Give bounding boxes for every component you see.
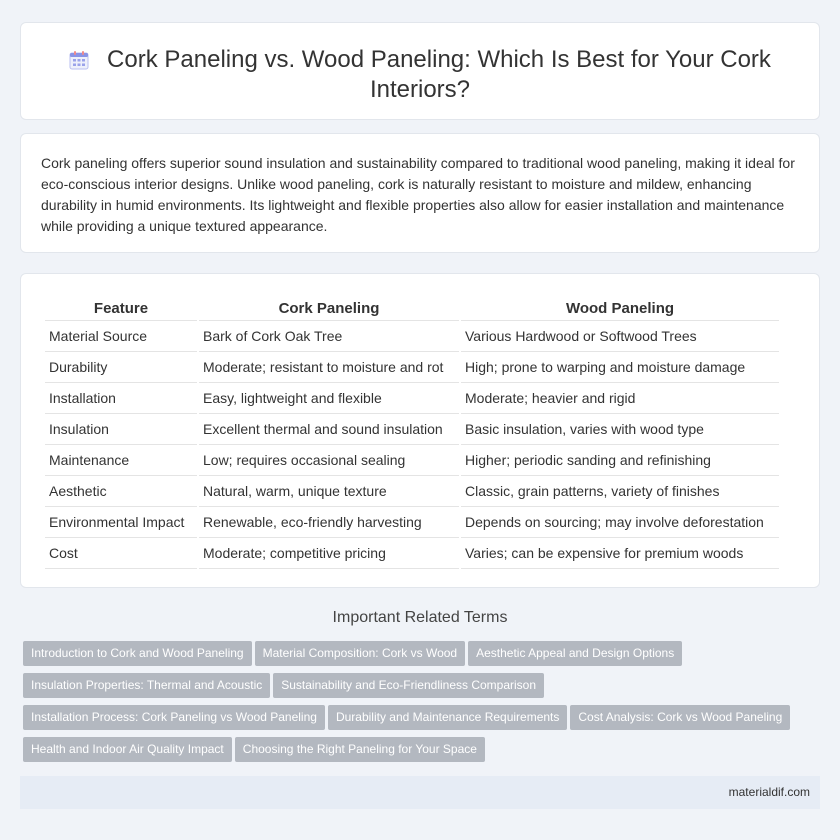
cork-cell: Moderate; competitive pricing bbox=[199, 538, 459, 569]
footer-site-link[interactable]: materialdif.com bbox=[728, 785, 810, 799]
feature-cell: Material Source bbox=[45, 321, 197, 352]
tag-row bbox=[23, 673, 813, 705]
comparison-table bbox=[43, 296, 781, 569]
table-row bbox=[45, 352, 779, 383]
feature-cell: Aesthetic bbox=[45, 476, 197, 507]
related-term-tag[interactable]: Sustainability and Eco-Friendliness Comparison bbox=[273, 673, 544, 698]
cork-cell: Easy, lightweight and flexible bbox=[199, 383, 459, 414]
wood-cell: Classic, grain patterns, variety of finishes bbox=[461, 476, 779, 507]
table-row bbox=[45, 445, 779, 476]
table-row bbox=[45, 321, 779, 352]
comparison-card bbox=[20, 273, 820, 588]
cork-cell: Excellent thermal and sound insulation bbox=[199, 414, 459, 445]
page-title-row bbox=[21, 45, 819, 105]
wood-cell: Basic insulation, varies with wood type bbox=[461, 414, 779, 445]
table-row bbox=[45, 383, 779, 414]
table-header-row bbox=[45, 296, 779, 321]
related-terms-title: Important Related Terms bbox=[332, 609, 508, 626]
related-term-tag[interactable]: Installation Process: Cork Paneling vs Wood Paneling bbox=[23, 705, 325, 730]
page-title: Cork Paneling vs. Wood Paneling: Which Is Best for Your Cork Interiors? bbox=[107, 46, 771, 103]
header-feature: Feature bbox=[45, 296, 197, 321]
wood-cell: Higher; periodic sanding and refinishing bbox=[461, 445, 779, 476]
feature-cell: Insulation bbox=[45, 414, 197, 445]
wood-cell: Various Hardwood or Softwood Trees bbox=[461, 321, 779, 352]
tag-row bbox=[23, 641, 813, 673]
footer bbox=[20, 776, 820, 809]
feature-cell: Durability bbox=[45, 352, 197, 383]
table-row bbox=[45, 538, 779, 569]
cork-cell: Renewable, eco-friendly harvesting bbox=[199, 507, 459, 538]
tag-row bbox=[23, 737, 813, 769]
cork-cell: Bark of Cork Oak Tree bbox=[199, 321, 459, 352]
header-cork: Cork Paneling bbox=[199, 296, 459, 321]
header-wood: Wood Paneling bbox=[461, 296, 779, 321]
table-row bbox=[45, 507, 779, 538]
related-terms-list bbox=[23, 641, 813, 769]
wood-cell: High; prone to warping and moisture damage bbox=[461, 352, 779, 383]
feature-cell: Environmental Impact bbox=[45, 507, 197, 538]
wood-cell: Moderate; heavier and rigid bbox=[461, 383, 779, 414]
cork-cell: Natural, warm, unique texture bbox=[199, 476, 459, 507]
related-term-tag[interactable]: Choosing the Right Paneling for Your Space bbox=[235, 737, 485, 762]
cork-cell: Low; requires occasional sealing bbox=[199, 445, 459, 476]
tag-row bbox=[23, 705, 813, 737]
intro-paragraph: Cork paneling offers superior sound insulation and sustainability compared to traditional wood paneling, making it ideal for eco-conscious interior designs. Unlike wood paneling, cork is naturally resistant to moisture and mildew, enhancing durability in humid environments. Its lightweight and flexible properties also allow for easier installation and maintenance while providing a unique textured appearance. bbox=[41, 155, 795, 234]
wood-cell: Varies; can be expensive for premium woods bbox=[461, 538, 779, 569]
intro-card bbox=[20, 133, 820, 253]
table-row bbox=[45, 414, 779, 445]
table-row bbox=[45, 476, 779, 507]
related-term-tag[interactable]: Insulation Properties: Thermal and Acoustic bbox=[23, 673, 270, 698]
feature-cell: Cost bbox=[45, 538, 197, 569]
related-term-tag[interactable]: Aesthetic Appeal and Design Options bbox=[468, 641, 682, 666]
feature-cell: Maintenance bbox=[45, 445, 197, 476]
related-term-tag[interactable]: Material Composition: Cork vs Wood bbox=[255, 641, 466, 666]
title-card bbox=[20, 22, 820, 120]
wood-cell: Depends on sourcing; may involve deforestation bbox=[461, 507, 779, 538]
calendar-icon bbox=[69, 48, 89, 68]
related-term-tag[interactable]: Durability and Maintenance Requirements bbox=[328, 705, 567, 730]
feature-cell: Installation bbox=[45, 383, 197, 414]
related-term-tag[interactable]: Introduction to Cork and Wood Paneling bbox=[23, 641, 252, 666]
cork-cell: Moderate; resistant to moisture and rot bbox=[199, 352, 459, 383]
related-term-tag[interactable]: Health and Indoor Air Quality Impact bbox=[23, 737, 232, 762]
related-term-tag[interactable]: Cost Analysis: Cork vs Wood Paneling bbox=[570, 705, 790, 730]
